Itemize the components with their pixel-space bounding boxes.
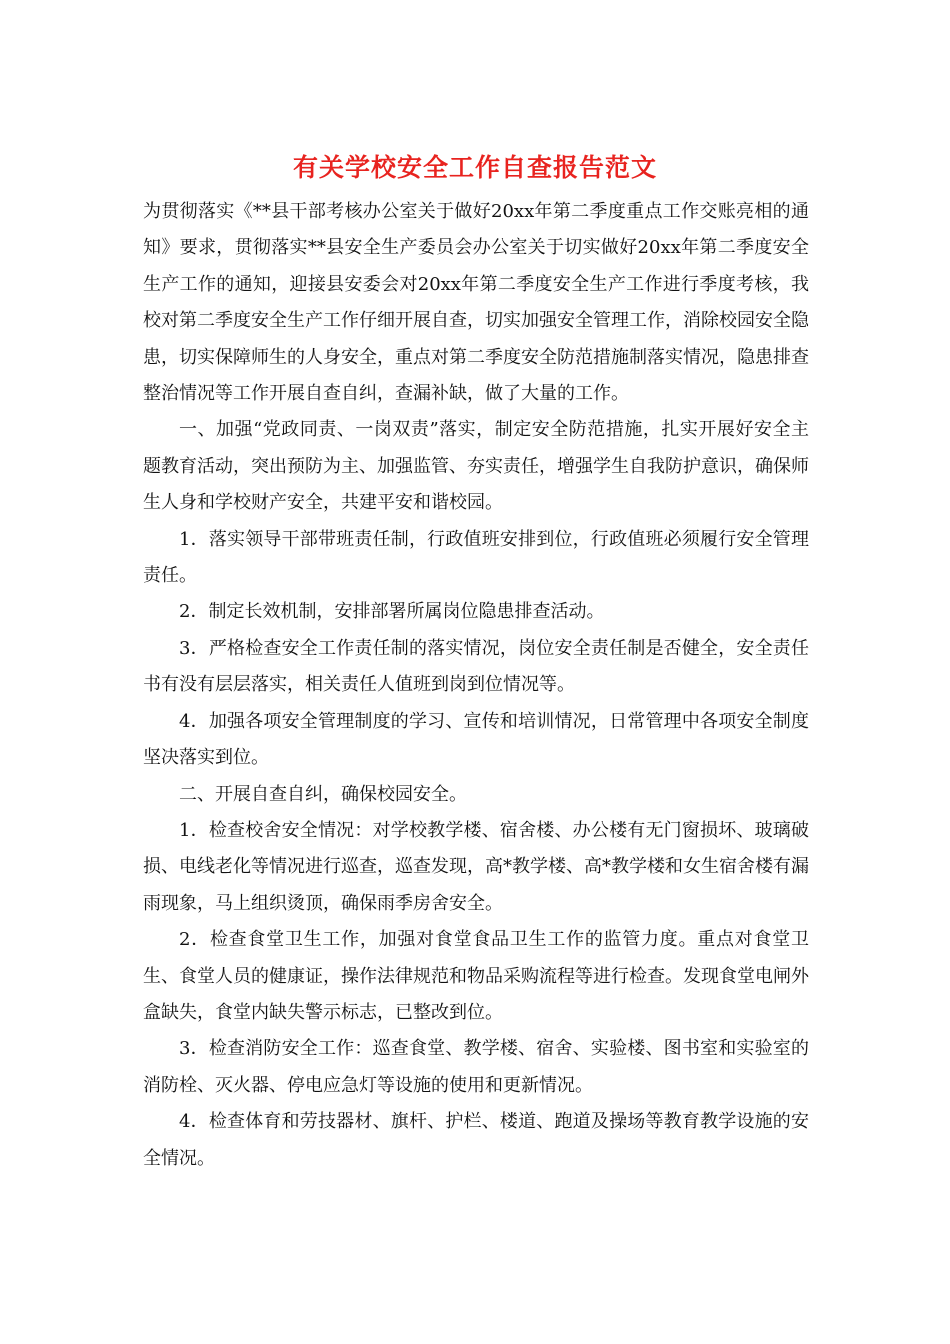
document-body	[143, 194, 809, 1177]
paragraph-intro: 为贯彻落实《**县干部考核办公室关于做好20xx年第二季度重点工作交账亮相的通知》要求，贯彻落实**县安全生产委员会办公室关于切实做好20xx年第二季度安全生产工作的通知，迎接县安委会对20xx年第二季度安全生产工作进行季度考核，我校对第二季度安全生产工作仔细开展自查，切实加强安全管理工作，消除校园安全隐患，切实保障师生的人身安全，重点对第二季度安全防范措施制落实情况，隐患排查整治情况等工作开展自查自纠，查漏补缺，做了大量的工作。	[143, 201, 809, 405]
paragraph-item-2-1: 1．检查校舍安全情况：对学校教学楼、宿舍楼、办公楼有无门窗损坏、玻璃破损、电线老化等情况进行巡查，巡查发现，高*教学楼、高*教学楼和女生宿舍楼有漏雨现象，马上组织烫顶，确保雨季房舍安全。	[143, 819, 809, 914]
paragraph-item-1-1: 1．落实领导干部带班责任制，行政值班安排到位，行政值班必须履行安全管理责任。	[143, 528, 809, 587]
paragraph-item-2-3: 3．检查消防安全工作：巡查食堂、教学楼、宿舍、实验楼、图书室和实验室的消防栓、灭火器、停电应急灯等设施的使用和更新情况。	[143, 1038, 809, 1096]
paragraph-section-2: 二、开展自查自纠，确保校园安全。	[179, 783, 467, 805]
paragraph-item-1-3: 3．严格检查安全工作责任制的落实情况，岗位安全责任制是否健全，安全责任书有没有层层落实，相关责任人值班到岗到位情况等。	[143, 637, 809, 696]
paragraph-section-1: 一、加强“党政同责、一岗双责”落实，制定安全防范措施，扎实开展好安全主题教育活动，突出预防为主、加强监管、夯实责任，增强学生自我防护意识，确保师生人身和学校财产安全，共建平安和谐校园。	[143, 419, 809, 514]
paragraph-item-2-4: 4．检查体育和劳技器材、旗杆、护栏、楼道、跑道及操场等教育教学设施的安全情况。	[143, 1111, 809, 1169]
paragraph-item-2-2: 2．检查食堂卫生工作，加强对食堂食品卫生工作的监管力度。重点对食堂卫生、食堂人员的健康证，操作法律规范和物品采购流程等进行检查。发现食堂电闸外盒缺失，食堂内缺失警示标志，已整改到位。	[143, 929, 809, 1023]
paragraph-item-1-2: 2．制定长效机制，安排部署所属岗位隐患排查活动。	[179, 601, 605, 623]
document-title: 有关学校安全工作自查报告范文	[292, 153, 657, 182]
paragraph-item-1-4: 4．加强各项安全管理制度的学习、宣传和培训情况，日常管理中各项安全制度坚决落实到位。	[143, 710, 809, 769]
